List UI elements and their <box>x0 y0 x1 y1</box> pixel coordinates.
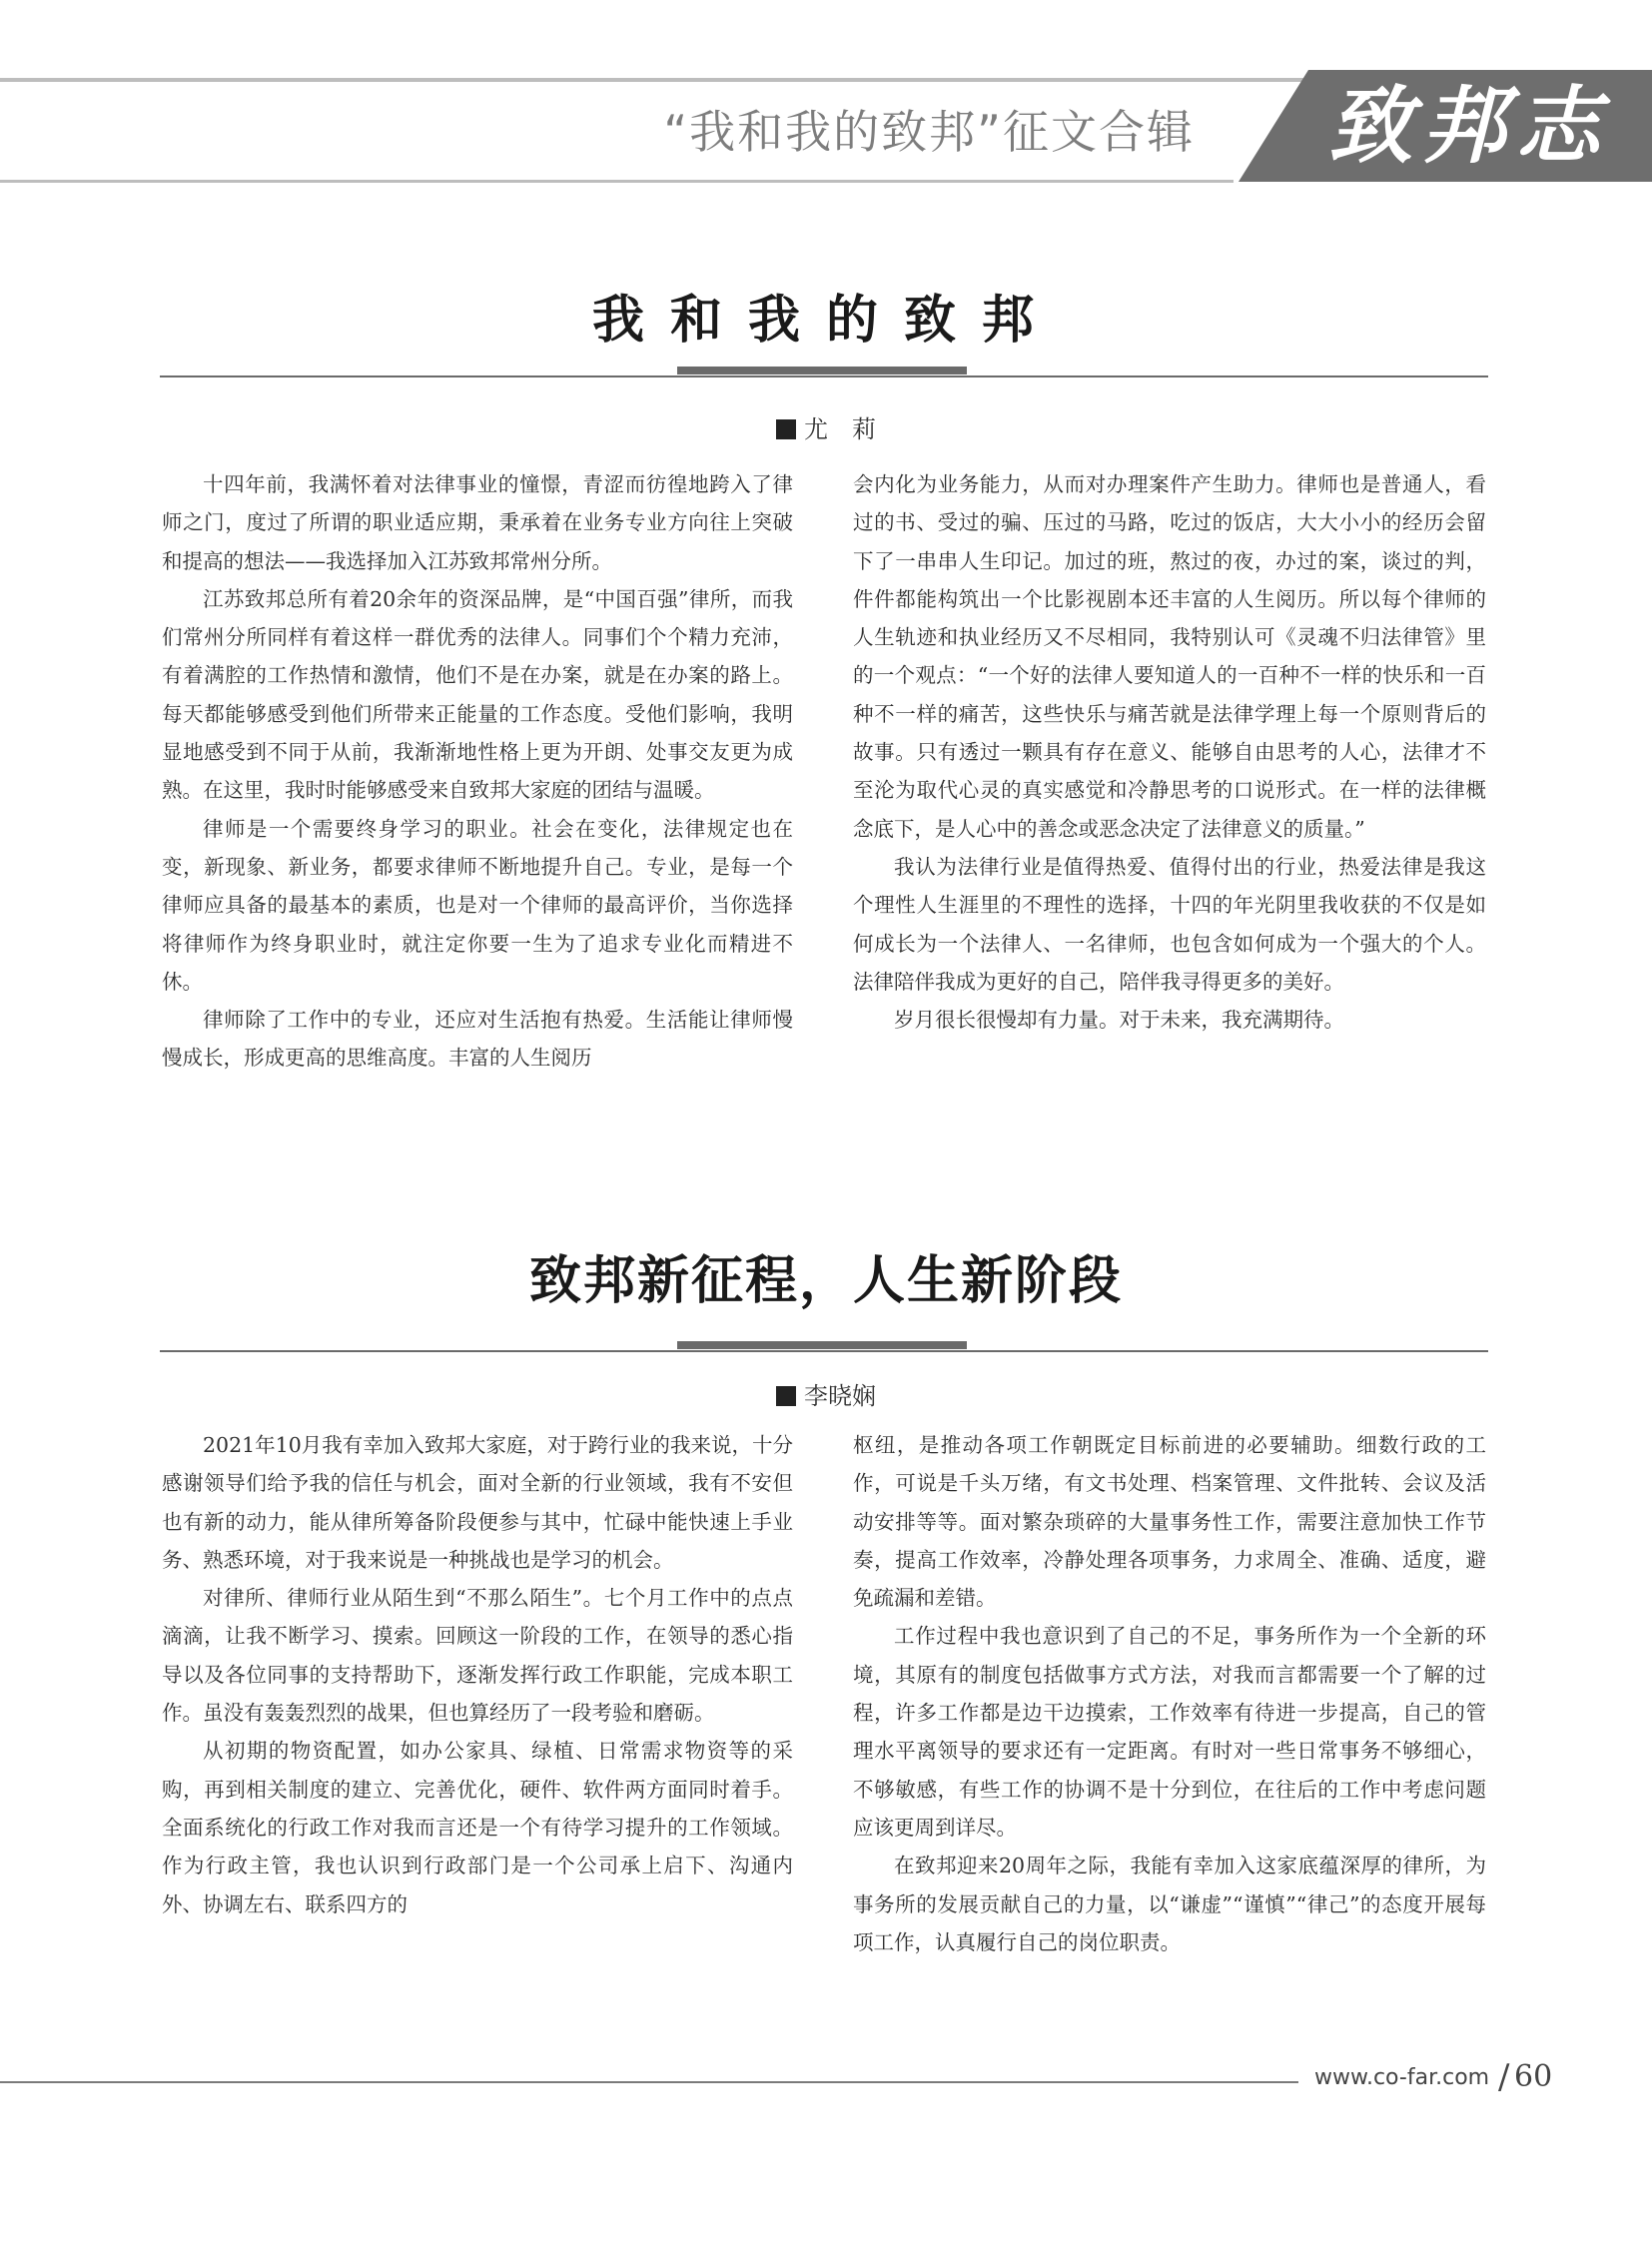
article1-title: 我和我的致邦 <box>591 291 1060 351</box>
article1-author <box>0 409 1652 444</box>
paragraph: 从初期的物资配置，如办公家具、绿植、日常需求物资等的采购，再到相关制度的建立、完善优化，硬件、软件两方面同时着手。全面系统化的行政工作对我而言还是一个有待学习提升的工作领域。作为行政主管，我也认识到行政部门是一个公司承上启下、沟通内外、协调左右、联系四方的 <box>162 1739 793 1916</box>
article1-divider <box>160 375 1488 377</box>
paragraph: 江苏致邦总所有着20余年的资深品牌，是“中国百强”律所，而我们常州分所同样有着这样一群优秀的法律人。同事们个个精力充沛，有着满腔的工作热情和激情，他们不是在办案，就是在办案的路上。每天都能够感受到他们所带来正能量的工作态度。受他们影响，我明显地感受到不同于从前，我渐渐地性格上更为开朗、处事交友更为成熟。在这里，我时时能够感受来自致邦大家庭的团结与温暖。 <box>162 586 793 803</box>
footer-url: www.co-far.com <box>1314 2065 1490 2090</box>
article1-author-name: 尤 莉 <box>804 415 876 443</box>
paragraph: 对律所、律师行业从陌生到“不那么陌生”。七个月工作中的点点滴滴，让我不断学习、摸索。回顾这一阶段的工作，在领导的悉心指导以及各位同事的支持帮助下，逐渐发挥行政工作职能，完成本职工作。虽没有轰轰烈烈的战果，但也算经历了一段考验和磨砺。 <box>162 1586 793 1726</box>
paragraph: 2021年10月我有幸加入致邦大家庭，对于跨行业的我来说，十分感谢领导们给予我的信任与机会，面对全新的行业领域，我有不安但也有新的动力，能从律所筹备阶段便参与其中，忙碌中能快速上手业务、熟悉环境，对于我来说是一种挑战也是学习的机会。 <box>162 1433 793 1572</box>
author-marker-icon <box>776 1386 796 1406</box>
article2-author-name: 李晓娴 <box>804 1382 876 1410</box>
series-title: “我和我的致邦”征文合辑 <box>663 105 1195 159</box>
footer-separator: / <box>1498 2057 1510 2097</box>
page-number: 60 <box>1514 2059 1553 2094</box>
paragraph: 工作过程中我也意识到了自己的不足，事务所作为一个全新的环境，其原有的制度包括做事方式方法，对我而言都需要一个了解的过程，许多工作都是边干边摸索，工作效率有待进一步提高，自己的管理水平离领导的要求还有一定距离。有时对一些日常事务不够细心，不够敏感，有些工作的协调不是十分到位，在往后的工作中考虑问题应该更周到详尽。 <box>853 1624 1486 1840</box>
paragraph: 十四年前，我满怀着对法律事业的憧憬，青涩而彷徨地跨入了律师之门，度过了所谓的职业适应期，秉承着在业务专业方向往上突破和提高的想法——我选择加入江苏致邦常州分所。 <box>162 472 793 573</box>
paragraph: 岁月很长很慢却有力量。对于未来，我充满期待。 <box>894 1008 1344 1033</box>
article2-divider-accent <box>677 1341 967 1349</box>
article2-column-right <box>853 1426 1486 1961</box>
magazine-logo: 致邦志 <box>1328 76 1611 175</box>
article1-column-right <box>853 465 1486 1039</box>
header-bottom-rule <box>0 180 1234 183</box>
paragraph: 在致邦迎来20周年之际，我能有幸加入这家底蕴深厚的律所，为事务所的发展贡献自己的力量，以“谦虚”“谨慎”“律己”的态度开展每项工作，认真履行自己的岗位职责。 <box>853 1854 1486 1954</box>
paragraph-continued: 会内化为业务能力，从而对办理案件产生助力。律师也是普通人，看过的书、受过的骗、压过的马路，吃过的饭店，大大小小的经历会留下了一串串人生印记。加过的班，熬过的夜，办过的案，谈过的判，件件都能构筑出一个比影视剧本还丰富的人生阅历。所以每个律师的人生轨迹和执业经历又不尽相同，我特别认可《灵魂不归法律管》里的一个观点：“一个好的法律人要知道人的一百种不一样的快乐和一百种不一样的痛苦，这些快乐与痛苦就是法律学理上每一个原则背后的故事。只有透过一颗具有存在意义、能够自由思考的人心，法律才不至沦为取代心灵的真实感觉和冷静思考的口说形式。在一样的法律概念底下，是人心中的善念或恶念决定了法律意义的质量。” <box>853 472 1486 841</box>
article2-author <box>0 1376 1652 1411</box>
article1-divider-accent <box>677 367 967 374</box>
article2-column-left <box>162 1426 793 1923</box>
author-marker-icon <box>776 419 796 439</box>
article2-divider <box>160 1350 1488 1352</box>
article1-column-left <box>162 465 793 1078</box>
article2-title: 致邦新征程，人生新阶段 <box>528 1251 1123 1311</box>
paragraph: 律师是一个需要终身学习的职业。社会在变化，法律规定也在变，新现象、新业务，都要求律师不断地提升自己。专业，是每一个律师应具备的最基本的素质，也是对一个律师的最高评价，当你选择将律师作为终身职业时，就注定你要一生为了追求专业化而精进不休。 <box>162 816 793 994</box>
paragraph-continued: 枢纽，是推动各项工作朝既定目标前进的必要辅助。细数行政的工作，可说是千头万绪，有文书处理、档案管理、文件批转、会议及活动安排等等。面对繁杂琐碎的大量事务性工作，需要注意加快工作节奏，提高工作效率，冷静处理各项事务，力求周全、准确、适度，避免疏漏和差错。 <box>853 1433 1486 1611</box>
paragraph: 我认为法律行业是值得热爱、值得付出的行业，热爱法律是我这个理性人生涯里的不理性的选择，十四的年光阴里我收获的不仅是如何成长为一个法律人、一名律师，也包含如何成为一个强大的个人。法律陪伴我成为更好的自己，陪伴我寻得更多的美好。 <box>853 854 1486 994</box>
footer-rule <box>0 2081 1298 2083</box>
paragraph: 律师除了工作中的专业，还应对生活抱有热爱。生活能让律师慢慢成长，形成更高的思维高度。丰富的人生阅历 <box>162 1008 793 1071</box>
